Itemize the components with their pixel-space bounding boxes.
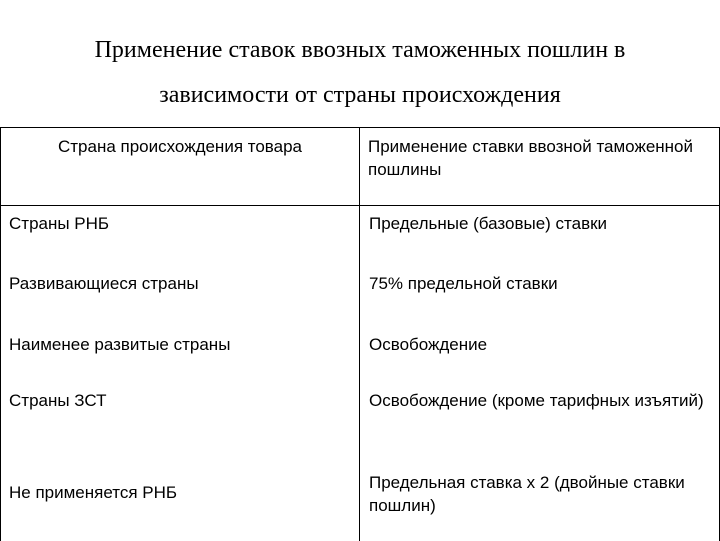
country-cell: Развивающиеся страны bbox=[1, 268, 360, 330]
country-cell: Страны ЗСТ bbox=[1, 389, 360, 471]
rate-cell: Освобождение bbox=[360, 330, 720, 389]
page-title-line-2: зависимости от страны происхождения bbox=[159, 82, 561, 108]
rate-cell: Предельная ставка х 2 (двойные ставки пошлин) bbox=[360, 471, 720, 541]
page-title-line-1: Применение ставок ввозных таможенных пошлин в bbox=[94, 37, 626, 63]
rate-cell: Освобождение (кроме тарифных изъятий) bbox=[360, 389, 720, 471]
table-row bbox=[1, 268, 720, 330]
rate-cell: 75% предельной ставки bbox=[360, 268, 720, 330]
duty-rates-table bbox=[0, 127, 720, 541]
table-row bbox=[1, 330, 720, 389]
country-cell: Страны РНБ bbox=[1, 206, 360, 269]
header-duty-rate-application: Применение ставки ввозной таможенной пошлины bbox=[360, 128, 720, 206]
table-row bbox=[1, 389, 720, 471]
country-cell: Наименее развитые страны bbox=[1, 330, 360, 389]
page-title bbox=[0, 28, 720, 118]
table-row bbox=[1, 471, 720, 541]
country-cell: Не применяется РНБ bbox=[1, 471, 360, 541]
table-row bbox=[1, 206, 720, 269]
table-header-row bbox=[1, 128, 720, 206]
rate-cell: Предельные (базовые) ставки bbox=[360, 206, 720, 269]
header-country-of-origin: Страна происхождения товара bbox=[1, 128, 360, 206]
